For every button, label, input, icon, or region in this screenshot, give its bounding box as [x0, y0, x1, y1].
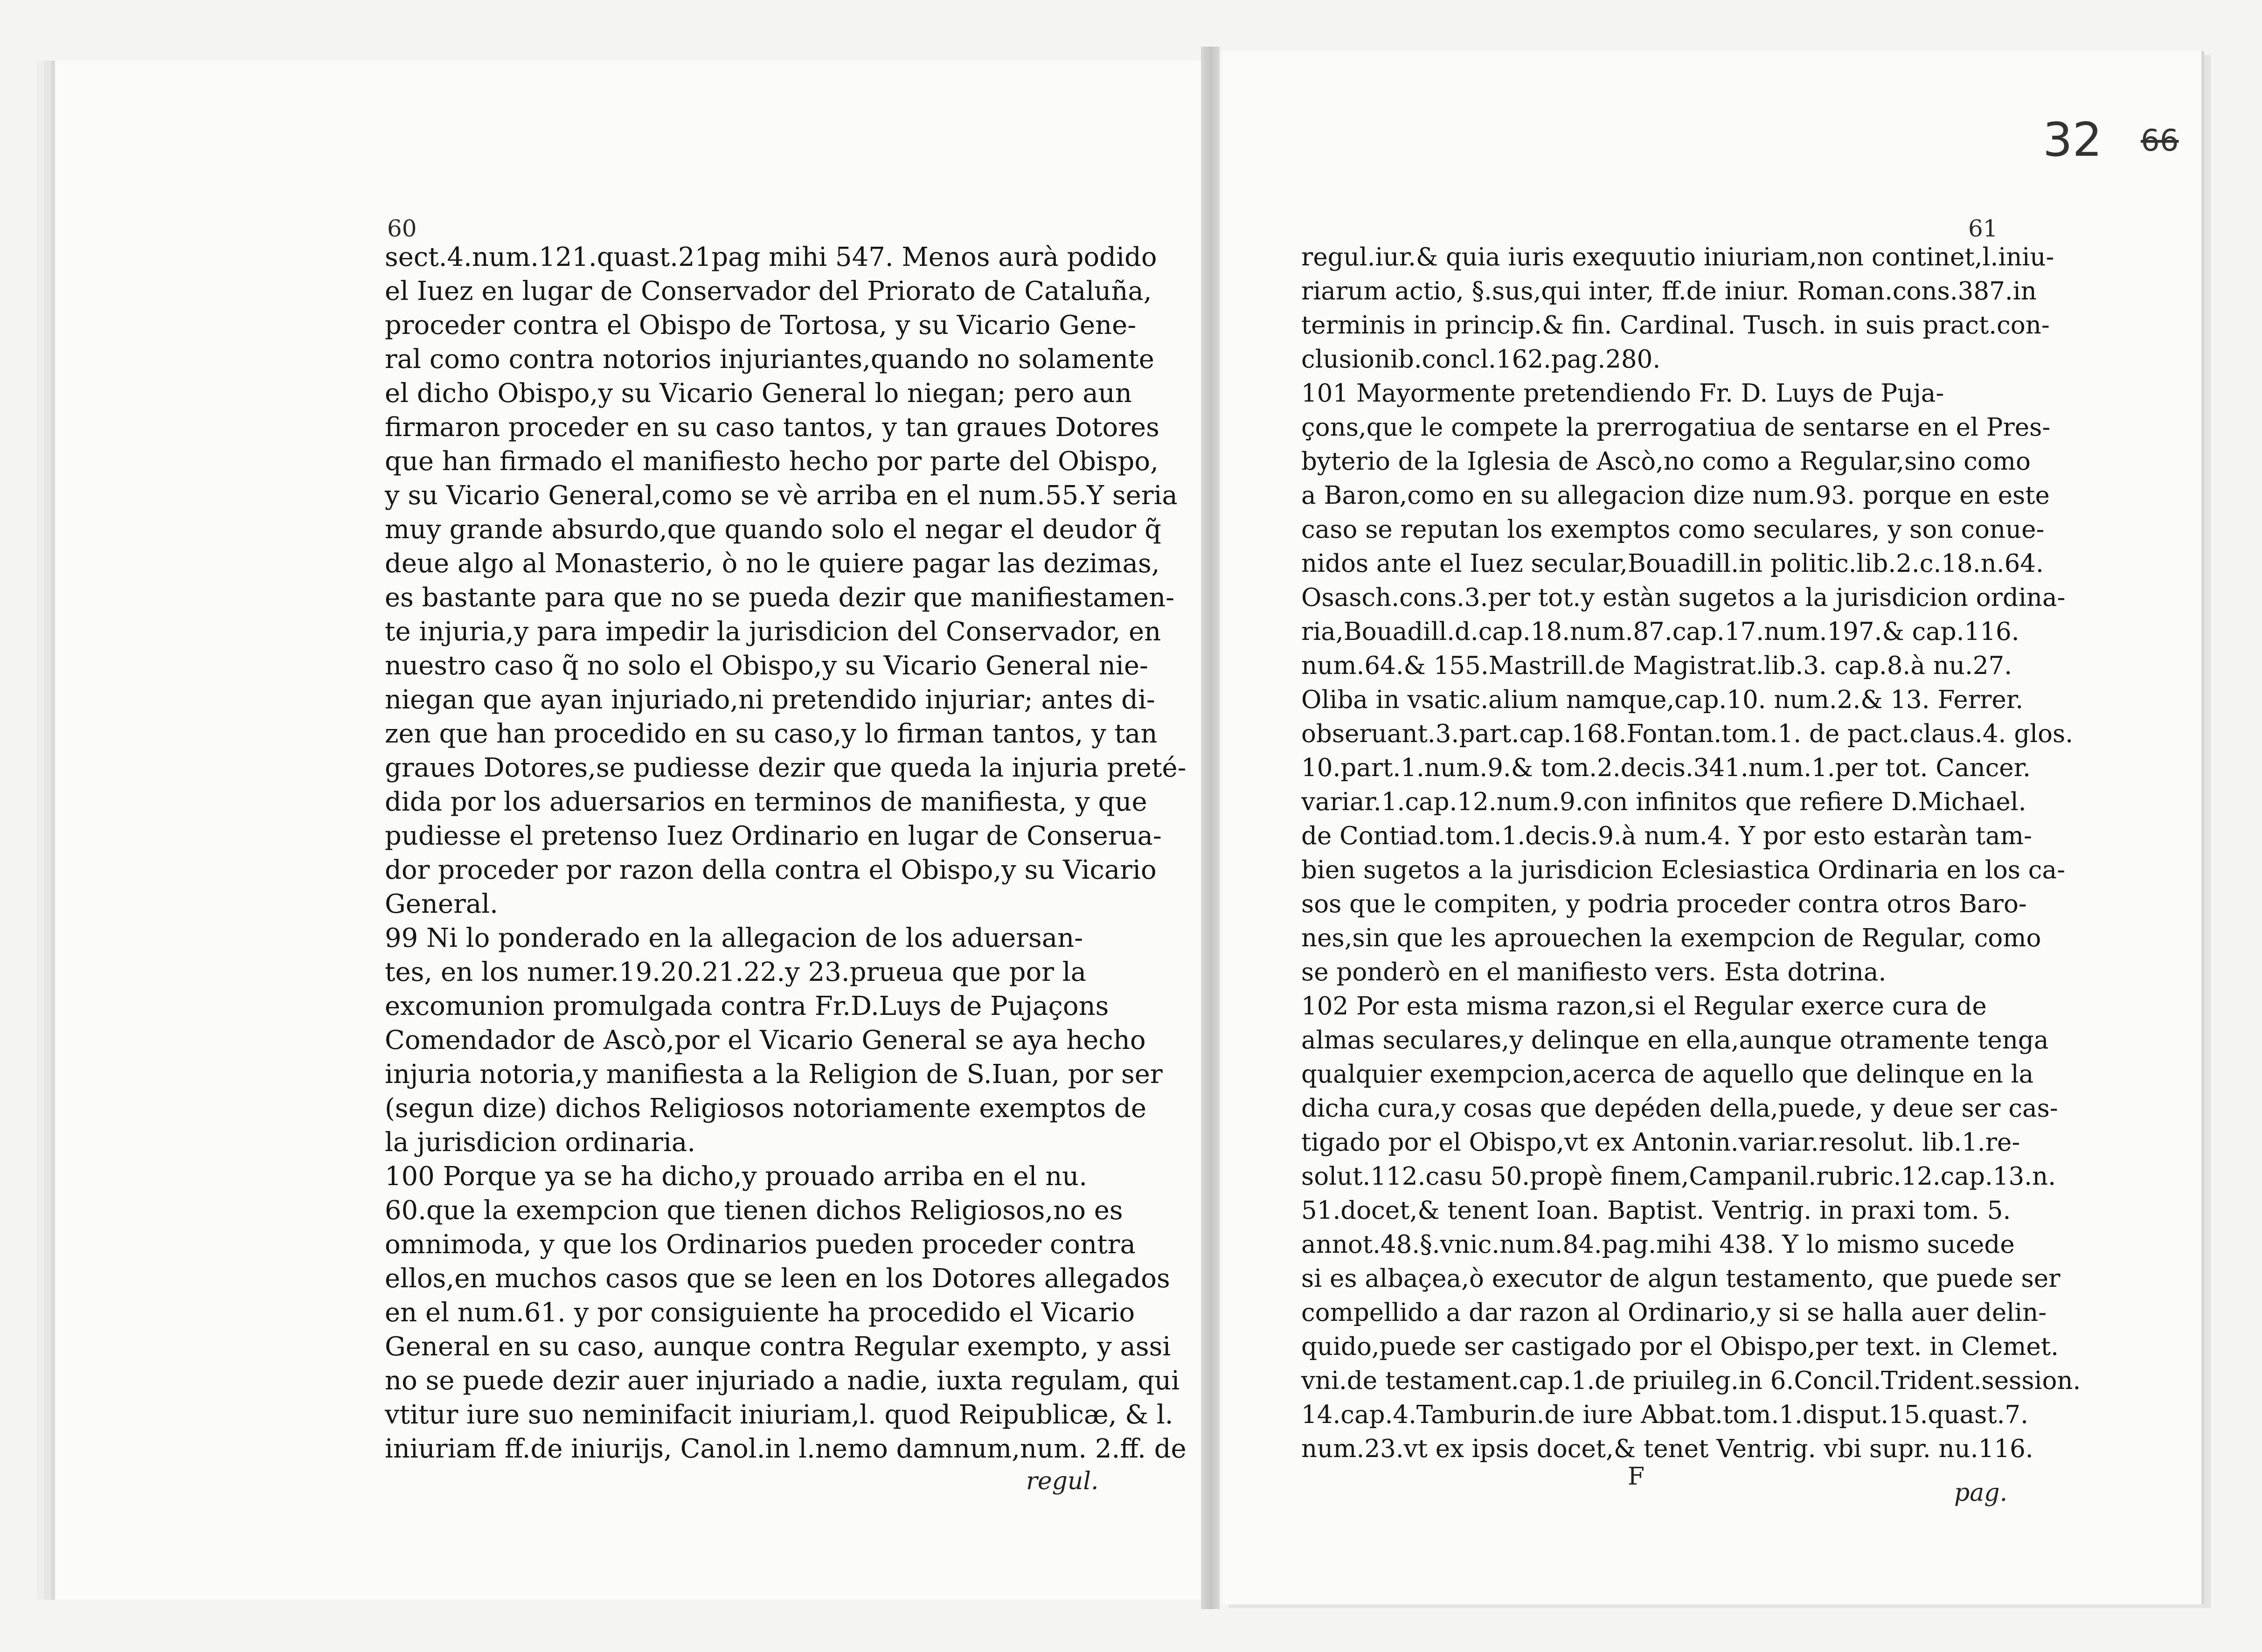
text-line: byterio de la Iglesia de Ascò,no como a Regular,sino como — [1301, 447, 2031, 476]
text-line: niegan que ayan injuriado,ni pretendido injuriar; antes di- — [385, 685, 1155, 715]
text-line: riarum actio, §.sus,qui inter, ff.de iniur. Roman.cons.387.in — [1301, 277, 2037, 305]
text-line: regul.iur.& quia iuris exequutio iniuriam,non continet,l.iniu- — [1301, 243, 2054, 271]
text-line: dor proceder por razon della contra el Obispo,y su Vicario — [385, 855, 1157, 885]
text-line: General en su caso, aunque contra Regular exempto, y assi — [385, 1332, 1171, 1362]
text-line: tigado por el Obispo,vt ex Antonin.variar.resolut. lib.1.re- — [1301, 1128, 2020, 1157]
text-line: es bastante para que no se pueda dezir que manifiestamen- — [385, 583, 1175, 613]
text-line: almas seculares,y delinque en ella,aunque otramente tenga — [1301, 1026, 2049, 1055]
text-line: la jurisdicion ordinaria. — [385, 1127, 696, 1158]
archive-folio-number: 32 — [2043, 112, 2102, 167]
text-line: solut.112.casu 50.propè finem,Campanil.rubric.12.cap.13.n. — [1301, 1162, 2056, 1191]
text-line: ellos,en muchos casos que se leen en los Dotores allegados — [385, 1263, 1170, 1294]
text-line: el dicho Obispo,y su Vicario General lo niegan; pero aun — [385, 378, 1132, 409]
text-line: çons,que le compete la prerrogatiua de sentarse en el Pres- — [1301, 413, 2051, 442]
text-line: num.23.vt ex ipsis docet,& tenet Ventrig. vbi supr. nu.116. — [1301, 1435, 2033, 1463]
text-line: vni.de testament.cap.1.de priuileg.in 6.Concil.Trident.session. — [1301, 1367, 2081, 1395]
paragraph-100-start: 100 Porque ya se ha dicho,y prouado arriba en el nu. — [385, 1161, 1088, 1192]
text-line: graues Dotores,se pudiesse dezir que queda la injuria preté- — [385, 753, 1187, 783]
paragraph-101-start: 101 Mayormente pretendiendo Fr. D. Luys de Puja- — [1301, 379, 1944, 408]
text-line: nidos ante el Iuez secular,Bouadill.in politic.lib.2.c.18.n.64. — [1301, 549, 2044, 578]
text-line: sos que le compiten, y podria proceder contra otros Baro- — [1301, 890, 2027, 918]
text-line: pudiesse el pretenso Iuez Ordinario en lugar de Conserua- — [385, 821, 1162, 851]
text-line: iniuriam ff.de iniurijs, Canol.in l.nemo damnum,num. 2.ff. de — [385, 1434, 1187, 1464]
text-line: nes,sin que les aprouechen la exempcion de Regular, como — [1301, 924, 2041, 952]
text-line: clusionib.concl.162.pag.280. — [1301, 345, 1661, 374]
text-line: caso se reputan los exemptos como seculares, y son conue- — [1301, 515, 2045, 544]
text-line: ria,Bouadill.d.cap.18.num.87.cap.17.num.197.& cap.116. — [1301, 618, 2019, 646]
text-line: ral como contra notorios injuriantes,quando no solamente — [385, 344, 1154, 375]
text-line: zen que han procedido en su caso,y lo firman tantos, y tan — [385, 719, 1158, 749]
text-line: vtitur iure suo neminifacit iniuriam,l. quod Reipublicæ, & l. — [385, 1400, 1173, 1430]
text-line: de Contiad.tom.1.decis.9.à num.4. Y por esto estaràn tam- — [1301, 822, 2032, 850]
text-line: 14.cap.4.Tamburin.de iure Abbat.tom.1.disput.15.quast.7. — [1301, 1401, 2028, 1429]
right-page-number: 61 — [1968, 215, 1998, 242]
paragraph-102-start: 102 Por esta misma razon,si el Regular exerce cura de — [1301, 992, 1987, 1020]
text-line: annot.48.§.vnic.num.84.pag.mihi 438. Y lo mismo sucede — [1301, 1230, 2015, 1259]
text-line: dicha cura,y cosas que depéden della,puede, y deue ser cas- — [1301, 1094, 2058, 1123]
text-line: compellido a dar razon al Ordinario,y si se halla auer delin- — [1301, 1298, 2047, 1327]
left-page-text — [385, 240, 1187, 1466]
text-line: obseruant.3.part.cap.168.Fontan.tom.1. de pact.claus.4. glos. — [1301, 720, 2074, 748]
right-catchword: pag. — [1954, 1479, 2008, 1507]
text-line: a Baron,como en su allegacion dize num.93. porque en este — [1301, 481, 2050, 510]
text-line: si es albaçea,ò executor de algun testamento, que puede ser — [1301, 1264, 2061, 1293]
text-line: 51.docet,& tenent Ioan. Baptist. Ventrig. in praxi tom. 5. — [1301, 1196, 2011, 1225]
text-line: 60.que la exempcion que tienen dichos Religiosos,no es — [385, 1195, 1123, 1226]
signature-mark: F — [1628, 1463, 1645, 1491]
text-line: tes, en los numer.19.20.21.22.y 23.prueua que por la — [385, 957, 1087, 987]
text-line: firmaron proceder en su caso tantos, y tan graues Dotores — [385, 412, 1159, 443]
text-line: se ponderò en el manifiesto vers. Esta dotrina. — [1301, 958, 1887, 986]
text-line: el Iuez en lugar de Conservador del Priorato de Cataluña, — [385, 276, 1152, 306]
text-line: te injuria,y para impedir la jurisdicion del Conservador, en — [385, 617, 1161, 647]
text-line: en el num.61. y por consiguiente ha procedido el Vicario — [385, 1298, 1135, 1328]
text-line: qualquier exempcion,acerca de aquello que delinque en la — [1301, 1060, 2034, 1089]
text-line: injuria notoria,y manifiesta a la Religion de S.Iuan, por ser — [385, 1059, 1163, 1090]
text-line: num.64.& 155.Mastrill.de Magistrat.lib.3. cap.8.à nu.27. — [1301, 652, 2012, 680]
text-line: bien sugetos a la jurisdicion Eclesiastica Ordinaria en los ca- — [1301, 856, 2065, 884]
text-line: no se puede dezir auer injuriado a nadie, iuxta regulam, qui — [385, 1366, 1180, 1396]
text-line: 10.part.1.num.9.& tom.2.decis.341.num.1.per tot. Cancer. — [1301, 754, 2031, 782]
left-page-number: 60 — [387, 215, 417, 242]
text-line: Osasch.cons.3.per tot.y estàn sugetos a la jurisdicion ordina- — [1301, 583, 2066, 612]
text-line: muy grande absurdo,que quando solo el negar el deudor q̃ — [385, 514, 1161, 545]
book-gutter — [1201, 47, 1220, 1609]
text-line: sect.4.num.121.quast.21pag mihi 547. Menos aurà podido — [385, 242, 1157, 272]
left-catchword: regul. — [1026, 1467, 1099, 1495]
right-page-text — [1301, 240, 2081, 1466]
text-line: excomunion promulgada contra Fr.D.Luys de Pujaçons — [385, 991, 1109, 1021]
text-line: que han firmado el manifiesto hecho por parte del Obispo, — [385, 446, 1159, 477]
text-line: Oliba in vsatic.alium namque,cap.10. num.2.& 13. Ferrer. — [1301, 686, 2024, 714]
text-line: deue algo al Monasterio, ò no le quiere pagar las dezimas, — [385, 548, 1160, 579]
paragraph-99-start: 99 Ni lo ponderado en la allegacion de los aduersan- — [385, 923, 1083, 953]
text-line: dida por los aduersarios en terminos de manifiesta, y que — [385, 787, 1147, 817]
text-line: quido,puede ser castigado por el Obispo,per text. in Clemet. — [1301, 1333, 2059, 1361]
text-line: nuestro caso q̃ no solo el Obispo,y su Vicario General nie- — [385, 651, 1148, 681]
text-line: variar.1.cap.12.num.9.con infinitos que refiere D.Michael. — [1301, 788, 2026, 816]
text-line: (segun dize) dichos Religiosos notoriamente exemptos de — [385, 1093, 1146, 1124]
text-line: proceder contra el Obispo de Tortosa, y su Vicario Gene- — [385, 310, 1137, 340]
archive-crossed-number: 66 — [2141, 124, 2179, 158]
text-line: terminis in princip.& fin. Cardinal. Tusch. in suis pract.con- — [1301, 311, 2050, 340]
text-line: Comendador de Ascò,por el Vicario General se aya hecho — [385, 1025, 1146, 1055]
text-line: y su Vicario General,como se vè arriba en el num.55.Y seria — [385, 480, 1178, 511]
text-line: General. — [385, 889, 498, 919]
text-line: omnimoda, y que los Ordinarios pueden proceder contra — [385, 1229, 1136, 1260]
